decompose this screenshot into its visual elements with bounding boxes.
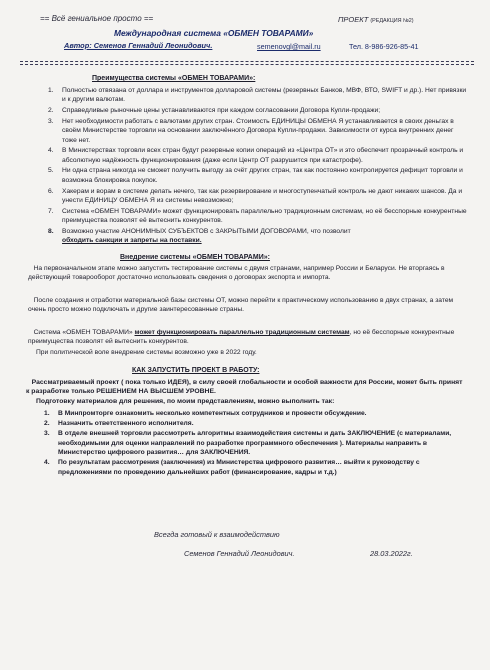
implementation-heading: Внедрение системы «ОБМЕН ТОВАРАМИ»: — [120, 254, 270, 261]
project-label — [338, 15, 414, 24]
list-item: 3. В отделе внешней торговли рассмотреть алгоритмы взаимодействия системы и дать ЗАКЛЮЧЕНИЕ (с материалами, необходимыми для оценки направлений по разработке программного обеспечения ). Материалы направить в Министерство цифрового развития… для ЗАКЛЮЧЕНИЯ. — [44, 430, 452, 457]
project-word: ПРОЕКТ — [338, 15, 369, 24]
divider-line — [20, 61, 474, 62]
page-title: Международная система «ОБМЕН ТОВАРАМИ» — [114, 28, 314, 38]
list-item: 6. Хакерам и ворам в системе делать нечего, так как резервирование и многоступенчатый контроль не дают никаких шансов. Да и унести ЕДИНИЦУ ОБМЕНА Я из системы невозможно; — [48, 187, 463, 204]
implementation-paragraph: После создания и отработки материальной базы системы ОТ, можно перейти к практическому использованию в двух странах, а затем очень просто можно подключать и другие заинтересованные страны. — [28, 297, 454, 314]
list-item: 8. Возможно участие АНОНИМНЫХ СУБЪЕКТОВ с ЗАКРЫТЫМИ ДОГОВОРАМИ, что позволит обходить санкции и запреты на поставки. — [48, 227, 351, 245]
implementation-paragraph: Система «ОБМЕН ТОВАРАМИ» может функционировать параллельно традиционным системам, но её бесспорные конкурентные преимущества позволят ей вытеснить конкурентов. — [28, 329, 455, 346]
list-item: 1. Полностью отвязана от доллара и инструментов долларовой системы (резервных Банков, МВФ, ВТО, SWIFT и др.). Нет привязки и к другим валютам. — [48, 87, 467, 104]
edition-label: (РЕДАКЦИЯ №2) — [370, 18, 414, 24]
parallel-emphasis: может функционировать параллельно традиционным системам — [134, 329, 350, 336]
advantages-list — [48, 86, 467, 247]
implementation-paragraph: На первоначальном этапе можно запустить тестирование системы с двумя странами, например России и Беларуси. Не вторгаясь в действующий товарооборот достаточно использовать сведения о договорах экспорта и импорта. — [28, 265, 445, 282]
list-item: 7. Система «ОБМЕН ТОВАРАМИ» может функционировать параллельно традиционным системам, но её бесспорные конкурентные преимущества позволят её вытеснить конкурентов. — [48, 207, 467, 225]
launch-prep: Подготовку материалов для решения, по моим представлениям, можно выполнить так: — [36, 398, 335, 405]
motto: == Всё гениальное просто == — [40, 14, 154, 23]
signature-date: 28.03.2022г. — [370, 549, 413, 558]
phone-number: Тел. 8-986-926-85-41 — [349, 42, 419, 51]
advantages-heading: Преимущества системы «ОБМЕН ТОВАРАМИ»: — [92, 75, 256, 82]
launch-steps-list — [44, 409, 463, 478]
signature-name: Семенов Геннадий Леонидович. — [184, 549, 295, 558]
launch-intro: Рассматриваемый проект ( пока только ИДЕЯ), в силу своей глобальности и особой важности для России, может быть принят к разработке только РЕШЕНИЕМ НА ВЫСШЕМ УРОВНЕ. — [26, 379, 463, 396]
sanctions-emphasis: обходить санкции и запреты на поставки. — [62, 237, 202, 245]
list-item: 2. Назначить ответственного исполнителя. — [44, 420, 194, 428]
implementation-paragraph: При политической воле внедрение системы возможно уже в 2022 году. — [36, 349, 257, 356]
author-line: Автор: Семенов Геннадий Леонидович. — [64, 41, 213, 50]
list-item: 4. По результатам рассмотрения (заключения) из Министерства цифрового развития… выйти к руководству с предложениями по проведению дальнейших работ (финансирование, кадры и т.д.) — [44, 459, 420, 476]
list-item: 4. В Министерствах торговли всех стран будут резервные копии операций из «Центра ОТ» и это обеспечит прозрачный контроль и абсолютную надёжность функционирования (даже если Центр ОТ разрушится при катастрофе). — [48, 147, 464, 164]
list-item: 5. Ни одна страна никогда не сможет получить выгоду за счёт других стран, так как постоянно контролируется дефицит торговли и возможна блокировка покупок. — [48, 167, 463, 184]
list-item: 3. Нет необходимости работать с валютами других стран. Стоимость ЕДИНИЦЫ ОБМЕНА Я устанавливается в своих деньгах в своём Министерстве торговли на основании заключённого Договора Купли-продажи. Зависимости от курса внутренних денег тоже нет. — [48, 117, 454, 144]
divider-line — [20, 64, 474, 65]
list-item: 2. Справедливые рыночные цены устанавливаются при каждом согласовании Договора Купли-продажи; — [48, 107, 381, 115]
closing-line: Всегда готовый к взаимодействию — [154, 530, 280, 539]
email-link[interactable]: semenovgl@mail.ru — [257, 42, 321, 51]
list-item: 1. В Минпромторге ознакомить несколько компетентных сотрудников и провести обсуждение. — [44, 410, 367, 417]
launch-heading: КАК ЗАПУСТИТЬ ПРОЕКТ В РАБОТУ: — [132, 367, 260, 374]
